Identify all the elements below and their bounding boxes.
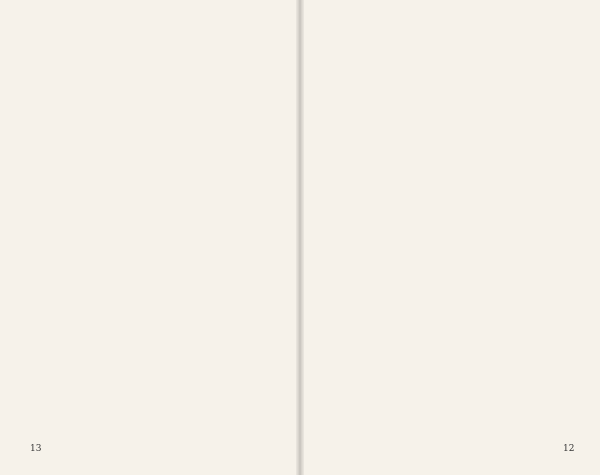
- text-line: [383, 18, 393, 418]
- text-line: [458, 18, 468, 418]
- text-line: [44, 18, 54, 418]
- text-line: [194, 18, 204, 418]
- text-line: [104, 18, 114, 418]
- text-line: [563, 18, 573, 418]
- page-number: 13: [30, 444, 42, 454]
- text-line: [368, 18, 378, 418]
- text-line: [473, 18, 483, 418]
- text-line: [74, 18, 84, 418]
- text-line: [224, 18, 234, 418]
- text-line: [428, 18, 438, 418]
- left-page: [0, 0, 299, 475]
- text-line: [533, 18, 543, 418]
- text-line: [29, 18, 39, 418]
- text-line: [134, 18, 144, 418]
- text-line: [443, 18, 453, 418]
- text-line: [254, 18, 264, 418]
- page-number: 12: [563, 444, 575, 454]
- text-line: [398, 18, 408, 418]
- text-line: [488, 18, 498, 418]
- text-line: [353, 18, 363, 418]
- right-page: [301, 0, 600, 475]
- text-line: [548, 18, 558, 418]
- text-line: [269, 18, 279, 418]
- text-line: [323, 18, 333, 418]
- text-line: [89, 18, 99, 418]
- text-line: [164, 18, 174, 418]
- text-line: [503, 18, 513, 418]
- book-gutter: [296, 0, 304, 475]
- text-line: [308, 18, 318, 418]
- text-line: [149, 18, 159, 418]
- text-line: [413, 18, 423, 418]
- text-line: [14, 18, 24, 418]
- text-line: [239, 18, 249, 418]
- text-line: [209, 18, 219, 418]
- text-line: [119, 18, 129, 418]
- text-line: [179, 18, 189, 418]
- text-line: [518, 18, 528, 418]
- text-line: [59, 18, 69, 418]
- text-line: [338, 18, 348, 418]
